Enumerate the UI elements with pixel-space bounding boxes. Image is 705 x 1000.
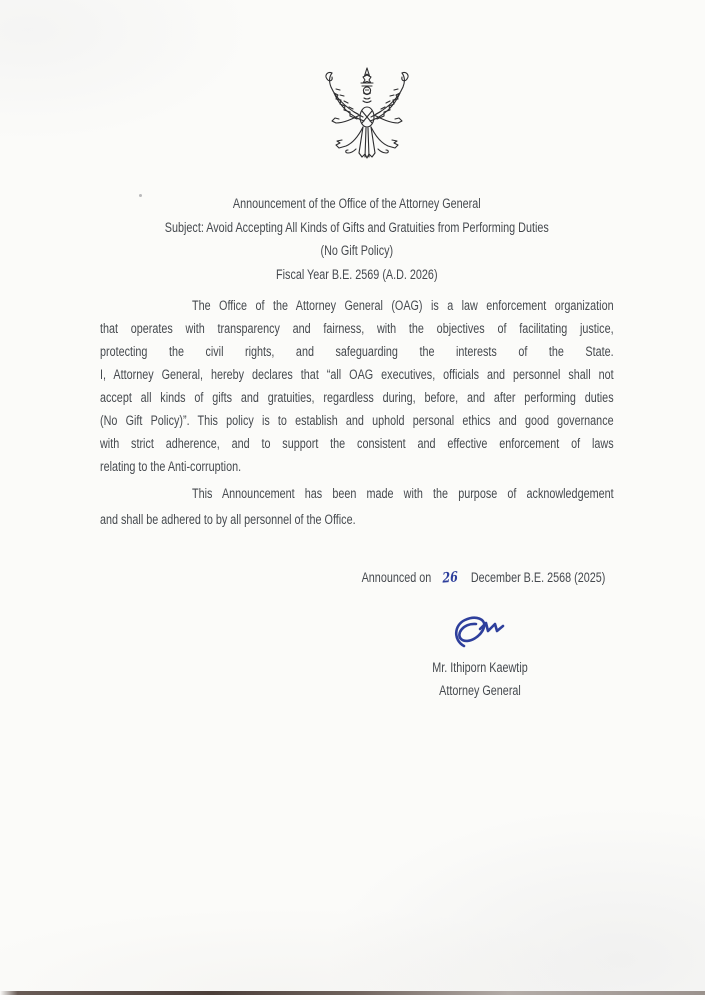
body-paragraph-1 — [100, 294, 614, 478]
p1-line: protecting the civil rights, and safeguarding the interests of the State. — [100, 344, 614, 359]
scan-edge-background — [0, 995, 705, 1000]
p1-line: that operates with transparency and fairness, with the objectives of facilitating justice, — [100, 321, 614, 336]
signer-name: Mr. Ithiporn Kaewtip — [432, 660, 528, 675]
announced-prefix: Announced on — [361, 570, 432, 585]
announced-suffix: December B.E. 2568 (2025) — [470, 570, 606, 585]
p1-line: (No Gift Policy)”. This policy is to establish and uphold personal ethics and good governance — [100, 413, 614, 428]
signature-scribble — [450, 612, 514, 656]
p1-line: I, Attorney General, hereby declares that “all OAG executives, officials and personnel shall not — [100, 367, 614, 382]
signer-block — [380, 656, 580, 702]
header-line-announcement: Announcement of the Office of the Attorney General — [232, 196, 481, 211]
p1-line: accept all kinds of gifts and gratuities, regardless during, before, and after performing duties — [100, 390, 614, 405]
header-line-subject: Subject: Avoid Accepting All Kinds of Gifts and Gratuities from Performing Duties — [164, 219, 549, 235]
signer-title: Attorney General — [439, 683, 521, 698]
p1-line: with strict adherence, and to support the consistent and effective enforcement of laws — [100, 436, 614, 451]
announced-date-line — [362, 568, 606, 588]
document-header — [100, 192, 614, 286]
handwritten-day: 26 — [442, 569, 459, 587]
header-line-policy: (No Gift Policy) — [320, 243, 394, 258]
p2-line: This Announcement has been made with the purpose of acknowledgement — [192, 486, 614, 501]
p2-line: and shall be adhered to by all personnel of the Office. — [100, 511, 356, 527]
p1-line: The Office of the Attorney General (OAG) is a law enforcement organization — [192, 298, 614, 313]
p1-line: relating to the Anti-corruption. — [100, 459, 242, 474]
header-line-fiscal-year: Fiscal Year B.E. 2569 (A.D. 2026) — [276, 266, 438, 282]
body-paragraph-2 — [100, 481, 614, 532]
